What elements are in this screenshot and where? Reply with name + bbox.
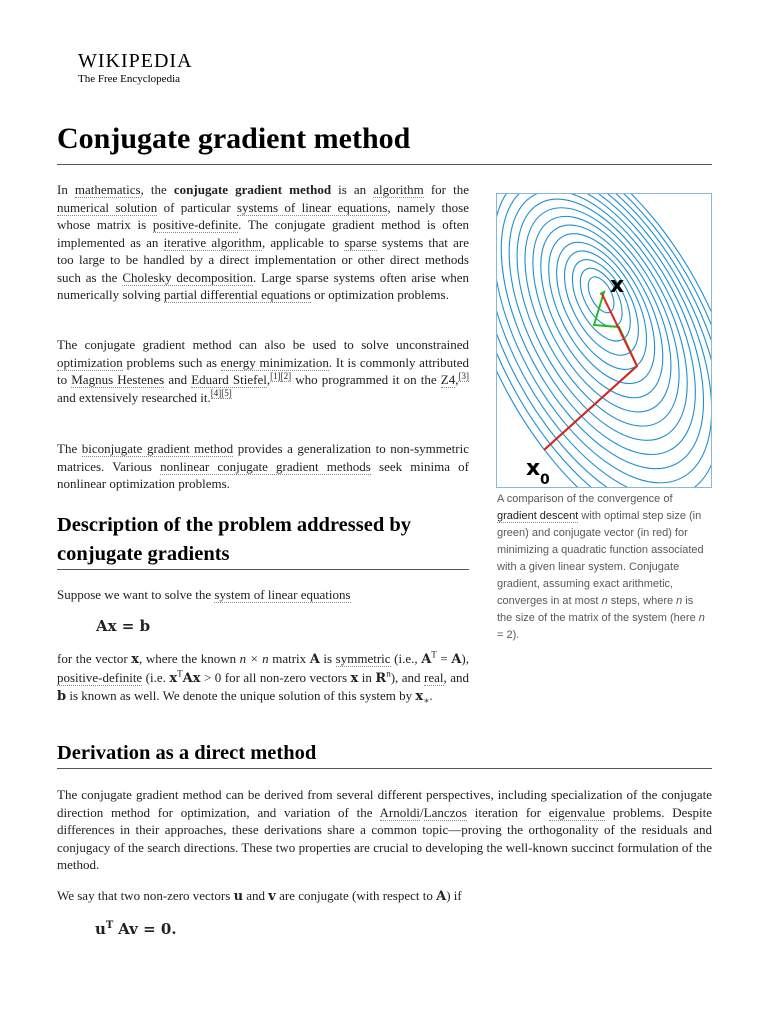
section1-paragraph-2: for the vector x, where the known n × n matrix A is symmetric (i.e., $A^T = A$), positive-definite (i.e. $x^TAx > 0$ for all non-zero vectors x in $R^n$), and real, and b is known as well. We denote the unique solution of this system by $x_∗$. [57, 649, 469, 706]
link-real[interactable]: real [424, 669, 444, 685]
link-lanczos[interactable]: Lanczos [423, 804, 467, 820]
logo-tagline: The Free Encyclopedia [78, 73, 181, 85]
title-divider [57, 164, 712, 165]
link-biconjugate-gradient-method[interactable]: biconjugate gradient method [81, 441, 234, 456]
section-heading-description: Description of the problem addressed by conjugate gradients [57, 514, 412, 565]
link-numerical-solution[interactable]: numerical solution [57, 199, 158, 215]
link-positive-definite-2[interactable]: positive-definite [57, 669, 143, 685]
link-sparse[interactable]: sparse [344, 234, 377, 250]
link-energy-minimization[interactable]: energy minimization [220, 354, 329, 370]
link-gradient-descent[interactable]: gradient descent [497, 510, 579, 522]
reference-5[interactable]: [5] [221, 388, 232, 399]
gradient-descent-path [544, 292, 637, 450]
link-eduard-stiefel[interactable]: Eduard Stiefel [191, 372, 267, 387]
conjugate-gradient-path [544, 294, 637, 450]
link-partial-differential-equations[interactable]: partial differential equations [163, 287, 311, 302]
link-z4[interactable]: Z4 [440, 372, 456, 387]
link-eigenvalue[interactable]: eigenvalue [548, 804, 606, 820]
link-nonlinear-conjugate-gradient-methods[interactable]: nonlinear conjugate gradient methods [160, 458, 371, 474]
link-system-of-linear-equations[interactable]: system of linear equations [214, 587, 351, 602]
wikipedia-logo[interactable] [78, 50, 193, 85]
contour-line [497, 194, 711, 467]
link-arnoldi[interactable]: Arnoldi [379, 804, 420, 820]
section-heading-derivation: Derivation as a direct method [57, 742, 317, 764]
section1-divider [57, 569, 469, 570]
contour-plot [497, 194, 711, 487]
intro-paragraph-3: The biconjugate gradient method provides a generalization to non-symmetric matrices. Various nonlinear conjugate gradient methods seek minima of nonlinear optimization problems. [57, 441, 469, 491]
link-positive-definite[interactable]: positive-definite [152, 217, 239, 232]
link-iterative-algorithm[interactable]: iterative algorithm [163, 234, 262, 250]
convergence-figure[interactable] [496, 193, 712, 488]
reference-2[interactable]: [2] [280, 370, 292, 381]
link-optimization[interactable]: optimization [57, 354, 123, 370]
start-point-label: x [526, 456, 541, 481]
reference-4[interactable]: [4] [210, 388, 222, 399]
link-symmetric[interactable]: symmetric [335, 651, 391, 666]
start-point-subscript: 0 [540, 472, 550, 487]
minimum-label: x [610, 273, 625, 298]
link-magnus-hestenes[interactable]: Magnus Hestenes [71, 372, 165, 387]
intro-paragraph-2: The conjugate gradient method can also be used to solve unconstrained optimization problems such as energy minimization. It is commonly attributed to Magnus Hestenes and Eduard Stiefel,[1][2] who programmed it on the Z4,[3] and extensively researched it.[4][5] [57, 337, 469, 405]
section2-paragraph-1: The conjugate gradient method can be derived from several different perspectives, including specialization of the conjugate direction method for optimization, and variation of the Arnoldi/Lanczos iteration for eigenvalue problems. Despite differences in their approaches, these derivations share a common topic—proving the orthogonality of the residuals and conjugacy of the search directions. These two properties are crucial to developing the well-known succinct formulation of the method. [57, 787, 712, 872]
link-cholesky-decomposition[interactable]: Cholesky decomposition [122, 269, 253, 285]
reference-3[interactable]: [3] [458, 370, 469, 381]
contour-line [497, 194, 711, 484]
link-mathematics[interactable]: mathematics [74, 182, 141, 197]
page-title: Conjugate gradient method [57, 122, 411, 155]
section1-paragraph-1: Suppose we want to solve the system of linear equations [57, 587, 351, 602]
conjugacy-equation: $u^T$ Av = 0. [95, 920, 177, 938]
intro-paragraph-1: In mathematics, the conjugate gradient method is an algorithm for the numerical solution of particular systems of linear equations, namely those whose matrix is positive-definite. The conjugate gradient method is often implemented as an iterative algorithm, applicable to sparse systems that are too large to be handled by a direct implementation or other direct methods such as the Cholesky decomposition. Large sparse systems often arise when numerically solving partial differential equations or optimization problems. [57, 182, 469, 302]
link-algorithm[interactable]: algorithm [373, 182, 424, 197]
equation-ax-b: Ax = b [96, 617, 151, 635]
link-systems-of-linear-equations[interactable]: systems of linear equations [236, 199, 388, 215]
section2-paragraph-2: We say that two non-zero vectors u and v are conjugate (with respect to A) if [57, 888, 462, 904]
logo-wordmark: WIKIPEDIA [78, 50, 193, 72]
section2-divider [57, 768, 712, 769]
reference-1[interactable]: [1] [270, 370, 281, 381]
figure-caption: A comparison of the convergence of gradient descent with optimal step size (in green) and conjugate vector (in red) for minimizing a quadratic function associated with a given linear system. Conjugate gradient, assuming exact arithmetic, converges in at most n steps, where n is the size of the matrix of the system (here n = 2). [497, 493, 705, 641]
